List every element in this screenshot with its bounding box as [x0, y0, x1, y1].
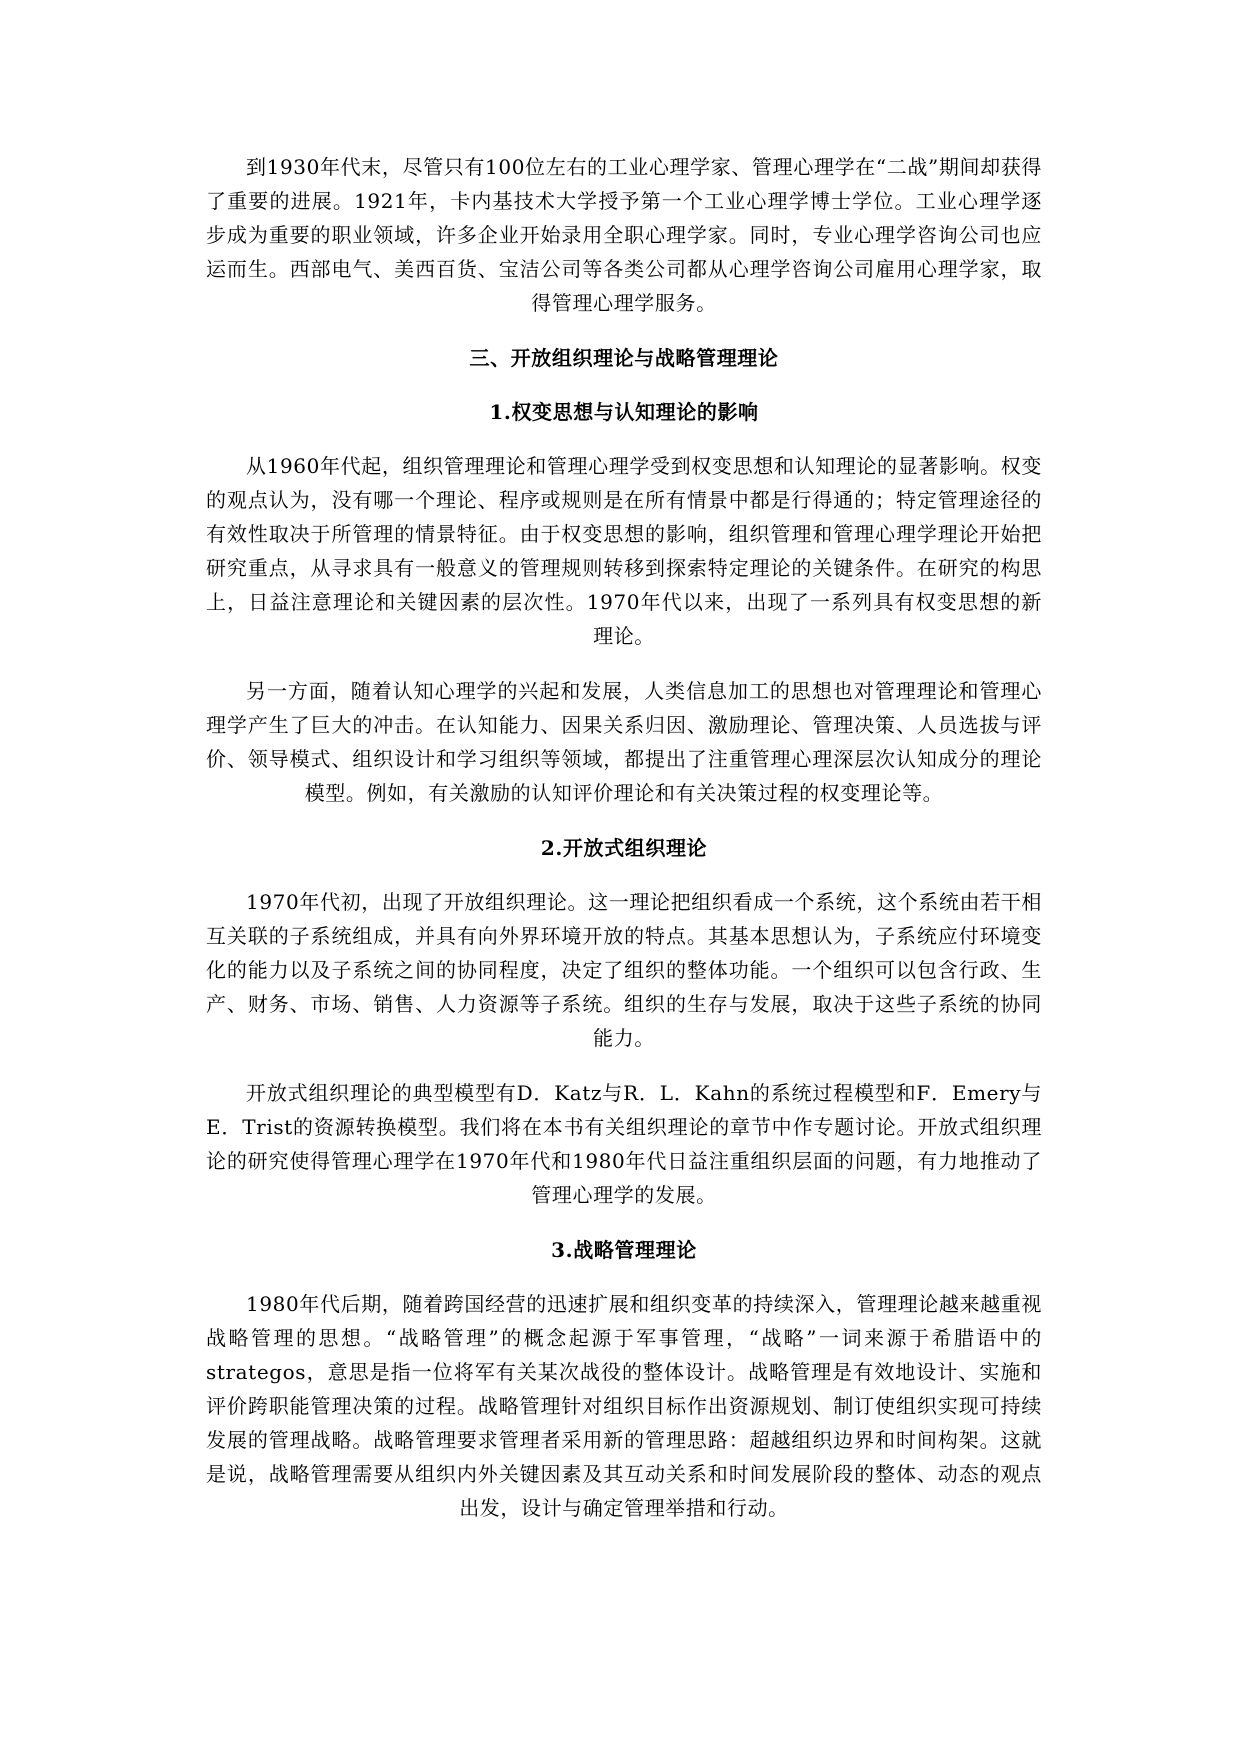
body-paragraph: 开放式组织理论的典型模型有D．Katz与R．L．Kahn的系统过程模型和F．Emery与E．Trist的资源转换模型。我们将在本书有关组织理论的章节中作专题讨论。开放式组织理论的研究使得管理心理学在1970年代和1980年代日益注重组织层面的问题，有力地推动了管理心理学的发展。: [206, 1081, 1042, 1207]
document-page: [206, 150, 1042, 1546]
subsection-1: [206, 395, 1042, 810]
subsection-title: 1.权变思想与认知理论的影响: [489, 400, 759, 424]
body-paragraph: 另一方面，随着认知心理学的兴起和发展，人类信息加工的思想也对管理理论和管理心理学产生了巨大的冲击。在认知能力、因果关系归因、激励理论、管理决策、人员选拔与评价、领导模式、组织设计和学习组织等领域，都提出了注重管理心理深层次认知成分的理论模型。例如，有关激励的认知评价理论和有关决策过程的权变理论等。: [206, 679, 1042, 805]
intro-paragraph: 到1930年代末，尽管只有100位左右的工业心理学家、管理心理学在“二战”期间却获得了重要的进展。1921年，卡内基技术大学授予第一个工业心理学博士学位。工业心理学逐步成为重要的职业领域，许多企业开始录用全职心理学家。同时，专业心理学咨询公司也应运而生。西部电气、美西百货、宝洁公司等各类公司都从心理学咨询公司雇用心理学家，取得管理心理学服务。: [206, 155, 1042, 315]
section-title: 三、开放组织理论与战略管理理论: [469, 346, 779, 370]
body-paragraph: 从1960年代起，组织管理理论和管理心理学受到权变思想和认知理论的显著影响。权变的观点认为，没有哪一个理论、程序或规则是在所有情景中都是行得通的；特定管理途径的有效性取决于所管理的情景特征。由于权变思想的影响，组织管理和管理心理学理论开始把研究重点，从寻求具有一般意义的管理规则转移到探索特定理论的关键条件。在研究的构思上，日益注意理论和关键因素的层次性。1970年代以来，出现了一系列具有权变思想的新理论。: [206, 454, 1042, 648]
body-paragraph: 1980年代后期，随着跨国经营的迅速扩展和组织变革的持续深入，管理理论越来越重视战略管理的思想。“战略管理”的概念起源于军事管理，“战略”一词来源于希腊语中的strategos，意思是指一位将军有关某次战役的整体设计。战略管理是有效地设计、实施和评价跨职能管理决策的过程。战略管理针对组织目标作出资源规划、制订使组织实现可持续发展的管理战略。战略管理要求管理者采用新的管理思路：超越组织边界和时间构架。这就是说，战略管理需要从组织内外关键因素及其互动关系和时间发展阶段的整体、动态的观点出发，设计与确定管理举措和行动。: [206, 1292, 1042, 1520]
body-paragraph: 1970年代初，出现了开放组织理论。这一理论把组织看成一个系统，这个系统由若干相互关联的子系统组成，并具有向外界环境开放的特点。其基本思想认为，子系统应付环境变化的能力以及子系统之间的协同程度，决定了组织的整体功能。一个组织可以包含行政、生产、财务、市场、销售、人力资源等子系统。组织的生存与发展，取决于这些子系统的协同能力。: [206, 890, 1042, 1050]
subsection-title: 3.战略管理理论: [551, 1238, 697, 1262]
subsection-2: [206, 831, 1042, 1212]
subsection-title: 2.开放式组织理论: [540, 836, 708, 860]
subsection-3: [206, 1233, 1042, 1525]
